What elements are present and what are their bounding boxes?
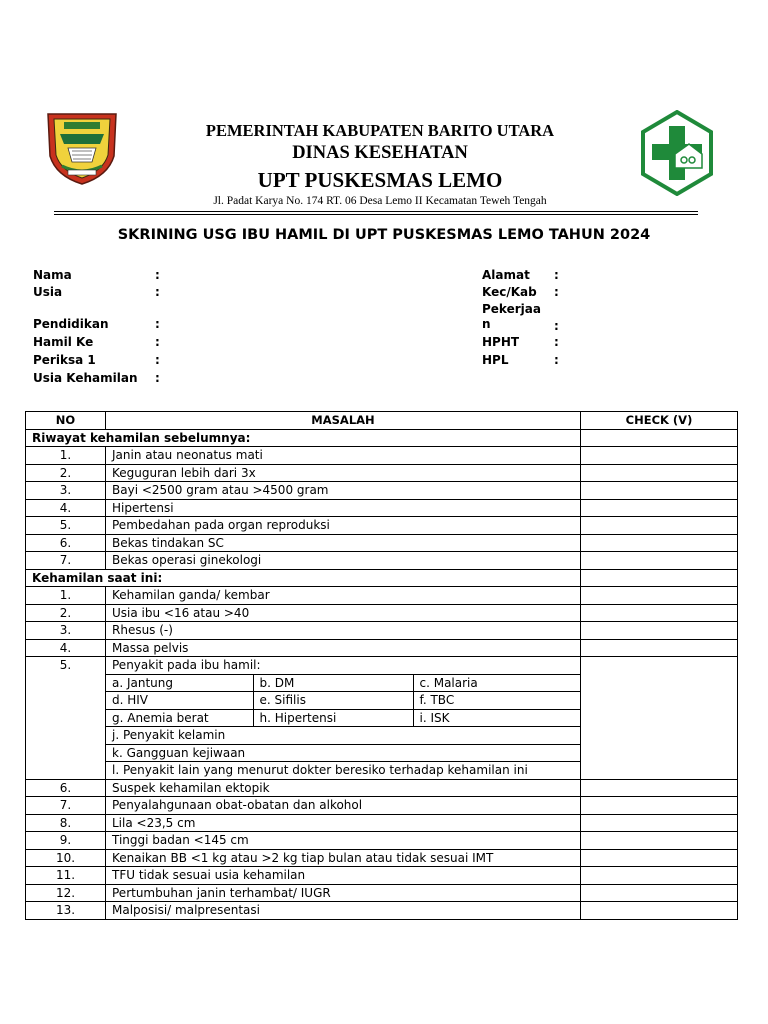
row-number: 2. xyxy=(26,464,106,482)
disease-option: j. Penyakit kelamin xyxy=(106,727,581,745)
check-cell[interactable] xyxy=(581,499,738,517)
check-cell[interactable] xyxy=(581,832,738,850)
row-text: Rhesus (-) xyxy=(106,622,581,640)
table-header-row xyxy=(26,412,738,430)
check-cell[interactable] xyxy=(581,849,738,867)
field-colon: : xyxy=(554,353,559,367)
field-label-pendidikan: Pendidikan xyxy=(33,317,109,331)
row-text: Penyakit pada ibu hamil: xyxy=(106,657,581,675)
row-number: 3. xyxy=(26,482,106,500)
disease-grid-cell xyxy=(106,674,581,727)
section-riwayat: Riwayat kehamilan sebelumnya: xyxy=(26,429,581,447)
field-colon: : xyxy=(554,335,559,349)
disease-option: e. Sifilis xyxy=(253,692,413,710)
government-name: PEMERINTAH KABUPATEN BARITO UTARA xyxy=(205,121,555,140)
check-cell[interactable] xyxy=(581,464,738,482)
table-row xyxy=(26,797,738,815)
table-row xyxy=(26,587,738,605)
check-cell[interactable] xyxy=(581,604,738,622)
field-label-pekerjaan-cont: n xyxy=(482,317,491,331)
field-colon: : xyxy=(554,268,559,282)
table-row xyxy=(26,464,738,482)
row-text: Lila <23,5 cm xyxy=(106,814,581,832)
field-colon: : xyxy=(155,371,160,385)
row-text: Usia ibu <16 atau >40 xyxy=(106,604,581,622)
check-cell[interactable] xyxy=(581,622,738,640)
check-cell[interactable] xyxy=(581,447,738,465)
field-colon: : xyxy=(155,335,160,349)
field-label-hpl: HPL xyxy=(482,353,509,367)
field-label-usia: Usia xyxy=(33,285,63,299)
field-colon: : xyxy=(554,319,559,333)
row-text: Penyalahgunaan obat-obatan dan alkohol xyxy=(106,797,581,815)
address: Jl. Padat Karya No. 174 RT. 06 Desa Lemo II Kecamatan Teweh Tengah xyxy=(213,195,547,207)
row-text: Hipertensi xyxy=(106,499,581,517)
check-cell[interactable] xyxy=(581,517,738,535)
check-cell[interactable] xyxy=(581,569,738,587)
field-colon: : xyxy=(155,268,160,282)
row-number: 3. xyxy=(26,622,106,640)
row-text: Janin atau neonatus mati xyxy=(106,447,581,465)
row-number: 6. xyxy=(26,779,106,797)
row-number: 7. xyxy=(26,797,106,815)
disease-option: c. Malaria xyxy=(413,675,580,692)
row-text: Kenaikan BB <1 kg atau >2 kg tiap bulan atau tidak sesuai IMT xyxy=(106,849,581,867)
row-text: Pembedahan pada organ reproduksi xyxy=(106,517,581,535)
row-number: 5. xyxy=(26,517,106,535)
puskesmas-cross-emblem-logo xyxy=(640,110,714,196)
check-cell[interactable] xyxy=(581,814,738,832)
row-text: Bayi <2500 gram atau >4500 gram xyxy=(106,482,581,500)
header-divider-thin xyxy=(54,214,698,215)
check-cell[interactable] xyxy=(581,639,738,657)
table-row xyxy=(26,832,738,850)
disease-option: f. TBC xyxy=(413,692,580,710)
barito-utara-crest-logo xyxy=(42,110,122,186)
row-number: 4. xyxy=(26,499,106,517)
row-text: Kehamilan ganda/ kembar xyxy=(106,587,581,605)
disease-option: g. Anemia berat xyxy=(106,709,253,726)
row-number: 7. xyxy=(26,552,106,570)
row-number: 9. xyxy=(26,832,106,850)
department-name: DINAS KESEHATAN xyxy=(292,143,468,163)
field-label-periksa: Periksa 1 xyxy=(33,353,96,367)
disease-option: i. ISK xyxy=(413,709,580,726)
disease-option: l. Penyakit lain yang menurut dokter beresiko terhadap kehamilan ini xyxy=(106,762,581,780)
table-row xyxy=(26,639,738,657)
section-row xyxy=(26,429,738,447)
check-cell[interactable] xyxy=(581,884,738,902)
field-label-usia-kehamilan: Usia Kehamilan xyxy=(33,371,138,385)
row-text: TFU tidak sesuai usia kehamilan xyxy=(106,867,581,885)
row-number: 12. xyxy=(26,884,106,902)
row-number: 5. xyxy=(26,657,106,780)
row-text: Bekas tindakan SC xyxy=(106,534,581,552)
check-cell[interactable] xyxy=(581,429,738,447)
field-label-hamil-ke: Hamil Ke xyxy=(33,335,94,349)
disease-grid xyxy=(106,675,580,727)
disease-option: d. HIV xyxy=(106,692,253,710)
row-number: 1. xyxy=(26,587,106,605)
section-row xyxy=(26,569,738,587)
row-text: Keguguran lebih dari 3x xyxy=(106,464,581,482)
row-text: Bekas operasi ginekologi xyxy=(106,552,581,570)
check-cell[interactable] xyxy=(581,902,738,920)
check-cell[interactable] xyxy=(581,587,738,605)
row-number: 6. xyxy=(26,534,106,552)
disease-option: k. Gangguan kejiwaan xyxy=(106,744,581,762)
field-label-kec-kab: Kec/Kab xyxy=(482,285,537,299)
table-row xyxy=(26,552,738,570)
table-row xyxy=(26,814,738,832)
row-text: Pertumbuhan janin terhambat/ IUGR xyxy=(106,884,581,902)
row-text: Suspek kehamilan ektopik xyxy=(106,779,581,797)
check-cell[interactable] xyxy=(581,482,738,500)
section-kehamilan: Kehamilan saat ini: xyxy=(26,569,581,587)
field-label-alamat: Alamat xyxy=(482,268,530,282)
table-row xyxy=(26,849,738,867)
field-colon: : xyxy=(554,285,559,299)
check-cell[interactable] xyxy=(581,867,738,885)
header-check: CHECK (V) xyxy=(581,412,738,430)
institution-name: UPT PUSKESMAS LEMO xyxy=(257,168,503,192)
field-colon: : xyxy=(155,353,160,367)
check-cell[interactable] xyxy=(581,534,738,552)
table-row xyxy=(26,867,738,885)
check-cell[interactable] xyxy=(581,797,738,815)
row-text: Massa pelvis xyxy=(106,639,581,657)
field-colon: : xyxy=(155,317,160,331)
table-row xyxy=(26,884,738,902)
disease-option: b. DM xyxy=(253,675,413,692)
header-masalah: MASALAH xyxy=(106,412,581,430)
table-row xyxy=(26,482,738,500)
field-label-nama: Nama xyxy=(33,268,72,282)
table-row xyxy=(26,779,738,797)
row-number: 2. xyxy=(26,604,106,622)
disease-option: a. Jantung xyxy=(106,675,253,692)
table-row xyxy=(26,499,738,517)
row-number: 4. xyxy=(26,639,106,657)
screening-table xyxy=(25,411,738,920)
table-row xyxy=(26,902,738,920)
table-row xyxy=(26,604,738,622)
check-cell[interactable] xyxy=(581,657,738,780)
row-number: 1. xyxy=(26,447,106,465)
table-row xyxy=(26,622,738,640)
disease-option: h. Hipertensi xyxy=(253,709,413,726)
table-row xyxy=(26,657,738,675)
row-number: 11. xyxy=(26,867,106,885)
row-text: Malposisi/ malpresentasi xyxy=(106,902,581,920)
row-text: Tinggi badan <145 cm xyxy=(106,832,581,850)
row-number: 8. xyxy=(26,814,106,832)
table-row xyxy=(26,534,738,552)
table-row xyxy=(26,517,738,535)
field-label-hpht: HPHT xyxy=(482,335,520,349)
check-cell[interactable] xyxy=(581,552,738,570)
field-colon: : xyxy=(155,285,160,299)
check-cell[interactable] xyxy=(581,779,738,797)
table-row xyxy=(26,447,738,465)
form-title: SKRINING USG IBU HAMIL DI UPT PUSKESMAS LEMO TAHUN 2024 xyxy=(117,227,651,243)
header-no: NO xyxy=(26,412,106,430)
row-number: 13. xyxy=(26,902,106,920)
header-divider xyxy=(54,211,698,212)
row-number: 10. xyxy=(26,849,106,867)
field-label-pekerjaan: Pekerjaa xyxy=(482,302,541,316)
